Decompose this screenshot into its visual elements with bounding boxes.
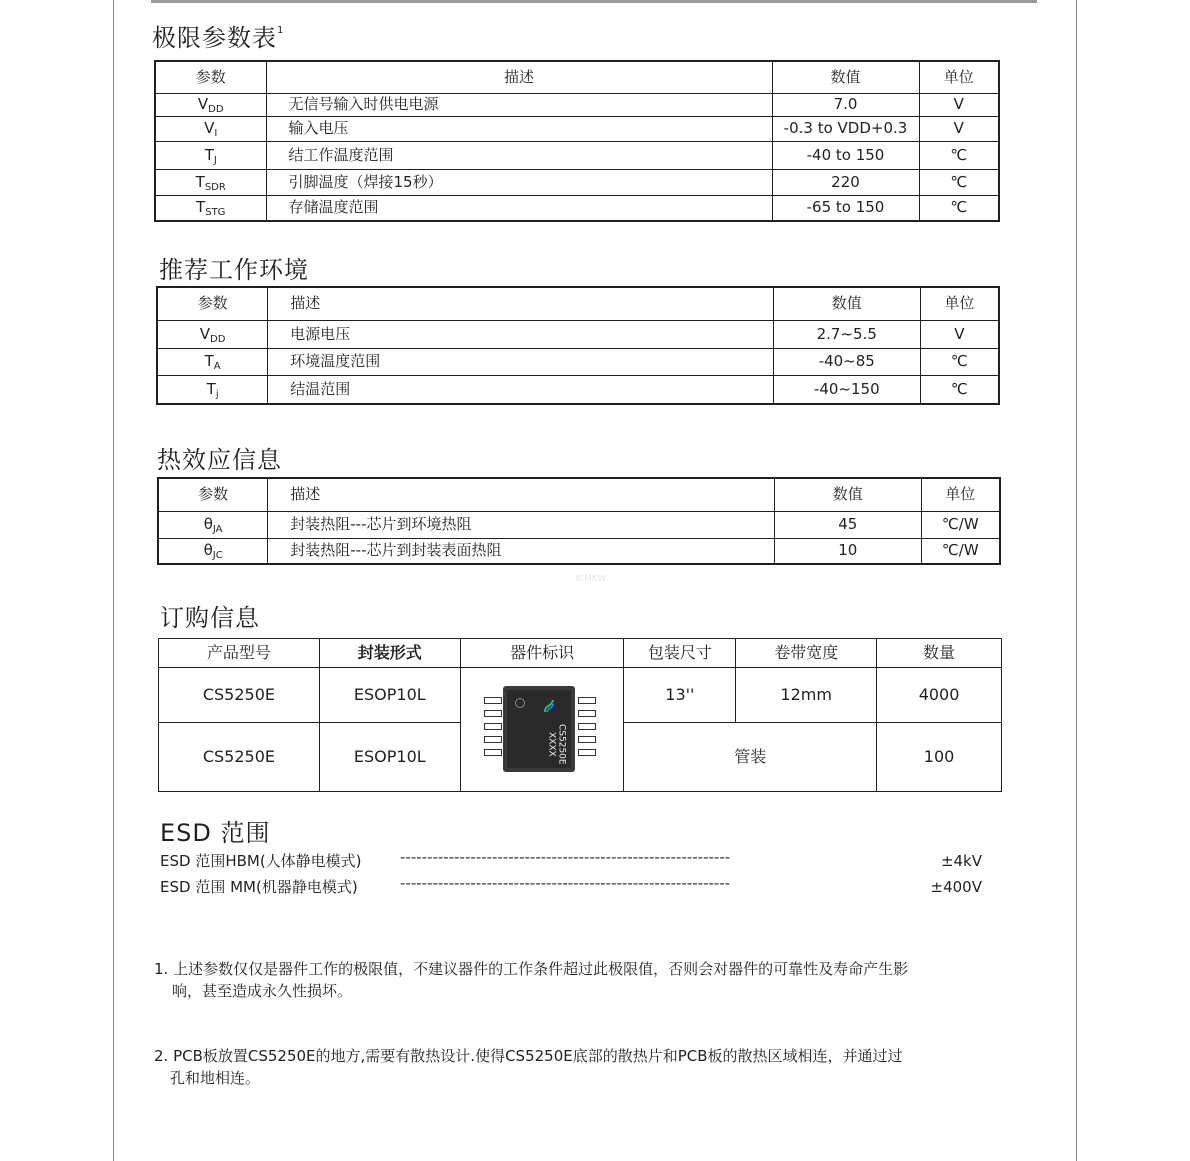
param-value: -40~150 xyxy=(773,375,920,404)
chip-pin xyxy=(578,710,596,717)
param-unit: ℃ xyxy=(919,195,999,221)
esd-value: ±400V xyxy=(930,878,982,896)
header-value: 数值 xyxy=(774,478,921,511)
header-pack-size: 包装尺寸 xyxy=(624,639,736,668)
param-symbol: $\theta_{JC}$ xyxy=(158,538,268,564)
chip-pin xyxy=(578,736,596,743)
table-row xyxy=(157,348,999,375)
header-model: 产品型号 xyxy=(159,639,320,668)
model-cell: CS5250E xyxy=(159,723,320,792)
header-param: 参数 xyxy=(157,287,268,320)
table-row xyxy=(155,195,999,221)
header-unit: 单位 xyxy=(921,478,1000,511)
param-desc: 引脚温度（焊接15秒） xyxy=(266,169,772,195)
table-header-row xyxy=(159,639,1002,668)
esd-hbm-row xyxy=(160,848,982,871)
param-symbol: $T_A$ xyxy=(157,348,268,375)
param-value: 7.0 xyxy=(772,93,919,116)
table-row xyxy=(158,511,1000,538)
param-value: 45 xyxy=(774,511,921,538)
param-value: -0.3 to VDD+0.3 xyxy=(772,116,919,141)
watermark: ICMKW xyxy=(575,574,607,584)
chip-pin xyxy=(484,736,502,743)
header-marking: 器件标识 xyxy=(460,639,624,668)
marking-cell xyxy=(460,668,624,792)
table-header-row xyxy=(157,287,999,320)
esd-label: ESD 范围 MM(机器静电模式) xyxy=(160,878,358,896)
esd-value: ±4kV xyxy=(940,852,982,870)
chip-pin xyxy=(578,723,596,730)
esd-label: ESD 范围HBM(人体静电模式) xyxy=(160,852,362,870)
packing-cell: 管装 xyxy=(624,723,877,792)
footnote-mark: 1 xyxy=(277,25,285,36)
param-value: 10 xyxy=(774,538,921,564)
left-margin-line xyxy=(113,0,114,1161)
top-rule xyxy=(151,0,1037,3)
package-cell: ESOP10L xyxy=(319,723,460,792)
table-row xyxy=(155,93,999,116)
note-line: 1. 上述参数仅仅是器件工作的极限值，不建议器件的工作条件超过此极限值，否则会对器件的可靠性及寿命产生影 xyxy=(154,960,909,978)
param-desc: 无信号输入时供电电源 xyxy=(266,93,772,116)
right-margin-line xyxy=(1076,0,1077,1161)
header-qty: 数量 xyxy=(877,639,1002,668)
param-unit: ℃ xyxy=(920,348,999,375)
header-desc: 描述 xyxy=(268,478,775,511)
thermal-title: 热效应信息 xyxy=(157,446,282,474)
table-row xyxy=(155,116,999,141)
table-row xyxy=(155,169,999,195)
table-row xyxy=(157,375,999,404)
note-1 xyxy=(154,958,1014,1002)
param-unit: ℃ xyxy=(920,375,999,404)
table-row xyxy=(159,668,1002,723)
param-unit: V xyxy=(920,320,999,348)
qty-cell: 4000 xyxy=(877,668,1002,723)
param-value: 220 xyxy=(772,169,919,195)
param-desc: 结工作温度范围 xyxy=(266,141,772,169)
esd-mm-row xyxy=(160,874,982,897)
table-row xyxy=(157,320,999,348)
param-desc: 封装热阻---芯片到封装表面热阻 xyxy=(268,538,775,564)
header-tape-width: 卷带宽度 xyxy=(736,639,877,668)
chip-pin xyxy=(484,697,502,704)
chip-pin xyxy=(484,710,502,717)
esd-leader: ------------------------------------------------------------- xyxy=(400,848,731,866)
param-unit: V xyxy=(919,93,999,116)
ordering-title: 订购信息 xyxy=(160,604,260,632)
recommended-title: 推荐工作环境 xyxy=(159,256,309,284)
note-line: 2. PCB板放置CS5250E的地方,需要有散热设计.使得CS5250E底部的散热片和PCB板的散热区域相连，并通过过 xyxy=(154,1047,903,1065)
package-cell: ESOP10L xyxy=(319,668,460,723)
table-row xyxy=(155,141,999,169)
param-unit: ℃ xyxy=(919,169,999,195)
qty-cell: 100 xyxy=(877,723,1002,792)
param-desc: 存储温度范围 xyxy=(266,195,772,221)
ordering-table xyxy=(158,638,1002,792)
param-value: -40 to 150 xyxy=(772,141,919,169)
header-param: 参数 xyxy=(158,478,268,511)
chip-pin xyxy=(484,723,502,730)
param-value: -65 to 150 xyxy=(772,195,919,221)
param-value: 2.7~5.5 xyxy=(773,320,920,348)
param-desc: 封装热阻---芯片到环境热阻 xyxy=(268,511,775,538)
param-unit: ℃ xyxy=(919,141,999,169)
esd-title: ESD 范围 xyxy=(160,819,271,847)
param-symbol: $V_I$ xyxy=(155,116,266,141)
note-line: 响，甚至造成永久性损坏。 xyxy=(172,982,353,1000)
esd-leader: ------------------------------------------------------------- xyxy=(400,874,731,892)
header-value: 数值 xyxy=(773,287,920,320)
param-symbol: $T_{SDR}$ xyxy=(155,169,266,195)
table-header-row xyxy=(155,61,999,93)
param-symbol: $T_{STG}$ xyxy=(155,195,266,221)
param-desc: 电源电压 xyxy=(268,320,774,348)
limits-title: 极限参数表$^1$ xyxy=(152,24,285,52)
header-value: 数值 xyxy=(772,61,919,93)
chip-body xyxy=(507,690,571,768)
chip-pin xyxy=(578,697,596,704)
param-value: -40~85 xyxy=(773,348,920,375)
param-symbol: $\theta_{JA}$ xyxy=(158,511,268,538)
table-row xyxy=(158,538,1000,564)
table-header-row xyxy=(158,478,1000,511)
header-unit: 单位 xyxy=(919,61,999,93)
chip-pin xyxy=(484,749,502,756)
pin1-dot xyxy=(515,698,525,708)
param-symbol: $V_{DD}$ xyxy=(157,320,268,348)
chip-pin xyxy=(578,749,596,756)
pack-size-cell: 13'' xyxy=(624,668,736,723)
note-line: 孔和地相连。 xyxy=(170,1069,261,1087)
param-symbol: $T_J$ xyxy=(155,141,266,169)
header-param: 参数 xyxy=(155,61,266,93)
model-cell: CS5250E xyxy=(159,668,320,723)
recommended-table xyxy=(156,286,1000,405)
header-desc: 描述 xyxy=(268,287,774,320)
thermal-table xyxy=(157,477,1001,565)
param-unit: ℃/W xyxy=(921,511,1000,538)
note-2 xyxy=(154,1045,1014,1089)
chip-marking-text: CS5250E XXXX xyxy=(546,724,567,765)
header-desc: 描述 xyxy=(266,61,772,93)
param-unit: ℃/W xyxy=(921,538,1000,564)
param-desc: 输入电压 xyxy=(266,116,772,141)
param-symbol: $T_j$ xyxy=(157,375,268,404)
tape-width-cell: 12mm xyxy=(736,668,877,723)
param-desc: 结温范围 xyxy=(268,375,774,404)
limits-table xyxy=(154,60,1000,222)
header-unit: 单位 xyxy=(920,287,999,320)
logo-icon xyxy=(543,698,555,714)
param-unit: V xyxy=(919,116,999,141)
param-symbol: $V_{DD}$ xyxy=(155,93,266,116)
param-desc: 环境温度范围 xyxy=(268,348,774,375)
header-package: 封装形式 xyxy=(319,639,460,668)
chip-image xyxy=(503,686,575,772)
